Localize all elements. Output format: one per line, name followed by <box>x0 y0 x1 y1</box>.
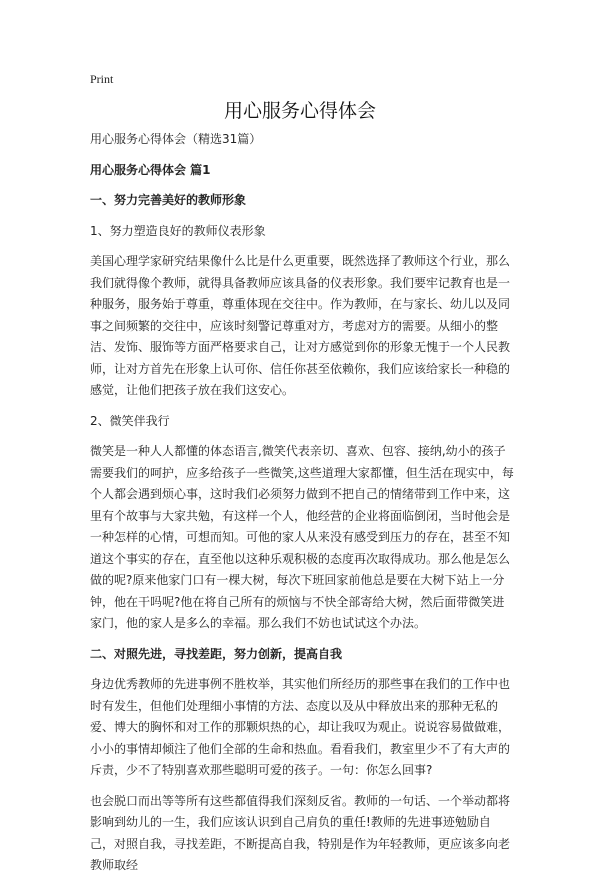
document-body <box>90 129 514 877</box>
document-title: 用心服务心得体会 <box>223 100 376 122</box>
article-heading: 用心服务心得体会 篇1 <box>90 162 211 177</box>
subsection-heading-1-1: 1、努力塑造良好的教师仪表形象 <box>90 223 266 238</box>
section-heading-1: 一、努力完善美好的教师形象 <box>90 193 247 207</box>
document-subtitle: 用心服务心得体会（精选31篇） <box>90 132 262 146</box>
print-link[interactable]: Print <box>90 72 114 86</box>
section-heading-2: 二、对照先进，寻找差距，努力创新，提高自我 <box>90 646 343 661</box>
paragraph: 微笑是一种人人都懂的体态语言,微笑代表亲切、喜欢、包容、接纳,幼小的孩子需要我们的呵护，应多给孩子一些微笑,这些道理大家都懂，但生活在现实中，每个人都会遇到烦心事，这时我们必须努力做到不把自己的情绪带到工作中来，这里有个故事与大家共勉，有这样一个人，他经营的企业将面临倒闭，当时他会是一种怎样的心情，可想而知。可他的家人从来没有感受到压力的存在，甚至不知道这个事实的存在，直至他以这种乐观积极的态度再次取得成功。那么他是怎么做的呢?原来他家门口有一棵大树，每次下班回家前他总是要在大树下站上一分钟，他在干吗呢?他在将自己所有的烦恼与不快全部寄给大树，然后面带微笑进家门，他的家人是多么的幸福。那么我们不妨也试试这个办法。 <box>90 444 514 630</box>
paragraph: 美国心理学家研究结果像什么比是什么更重要，既然选择了教师这个行业，那么我们就得像个教师，就得具备教师应该具备的仪表形象。我们要牢记教育也是一种服务，服务始于尊重，尊重体现在交往中。作为教师，在与家长、幼儿以及同事之间频繁的交往中，应该时刻警记尊重对方，考虑对方的需要。从细小的整洁、发饰、服饰等方面严格要求自己，让对方感觉到你的形象无愧于一个人民教师，让对方首先在形象上认可你、信任你甚至依赖你，我们应该给家长一种稳的感觉，让他们把孩子放在我们这安心。 <box>90 254 511 397</box>
paragraph: 身边优秀教师的先进事例不胜枚举，其实他们所经历的那些事在我们的工作中也时有发生，但他们处理细小事情的方法、态度以及从中释放出来的那种无私的爱、博大的胸怀和对工作的那颗炽热的心，却让我叹为观止。说说容易做做难，小小的事情却倾注了他们全部的生命和热血。看看我们，教室里少不了有大声的斥责，少不了特别喜欢那些聪明可爱的孩子。一句：你怎么回事? <box>90 677 511 777</box>
paragraph: 也会脱口而出等等所有这些都值得我们深刻反省。教师的一句话、一个举动都将影响到幼儿的一生，我们应该认识到自己肩负的重任!教师的先进事迹勉励自己，对照自我，寻找差距，不断提高自我，特别是作为年轻教师，更应该多向老教师取经 <box>90 793 511 872</box>
subsection-heading-1-2: 2、微笑伴我行 <box>90 413 170 428</box>
